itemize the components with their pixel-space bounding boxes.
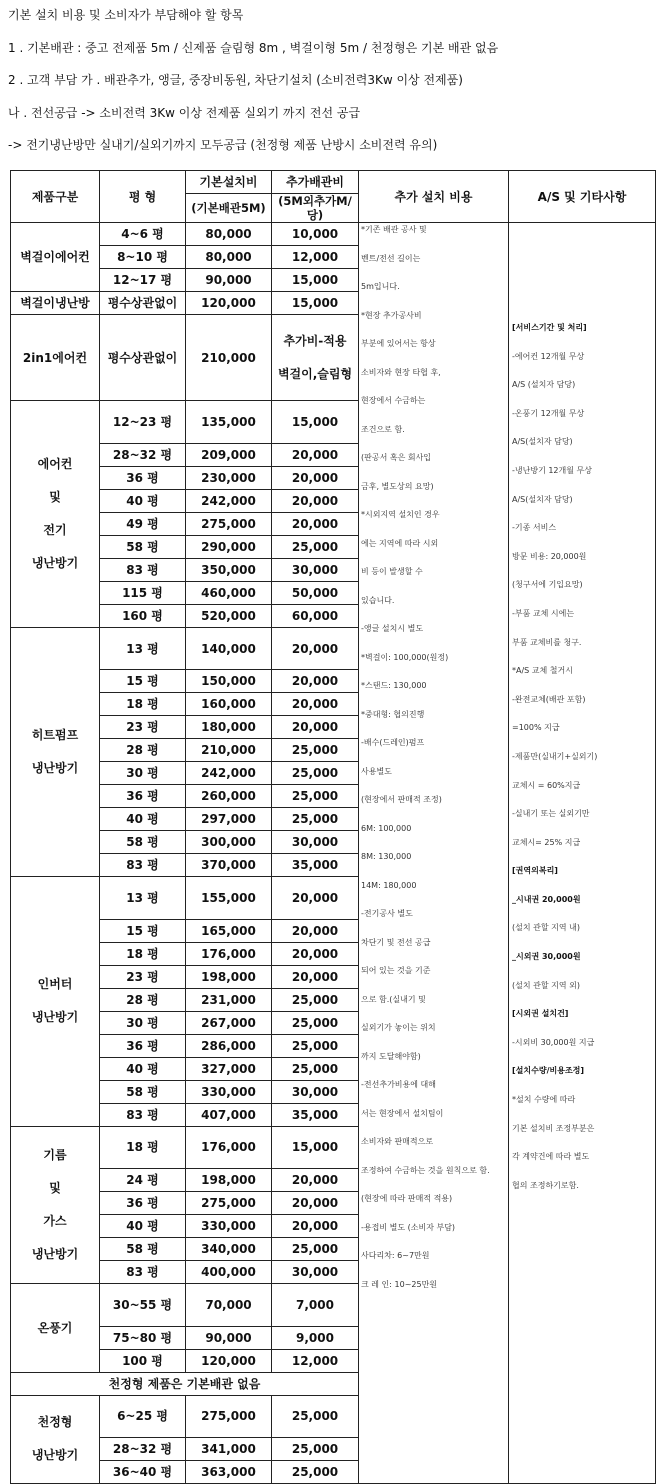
add-cost-note-line: -전선추가비용에 대해 <box>361 1080 436 1089</box>
category-cell <box>11 627 100 876</box>
base-cost-cell: 210,000 <box>186 739 272 762</box>
size-cell: 28~32 평 <box>100 443 186 466</box>
as-note-line: [서비스기간 및 처리] <box>512 323 587 332</box>
size-cell: 83 평 <box>100 1261 186 1284</box>
extra-pipe-cell: 15,000 <box>272 292 359 315</box>
base-cost-cell: 120,000 <box>186 292 272 315</box>
base-cost-cell: 135,000 <box>186 401 272 443</box>
header-extra-pipe: 추가배관비 <box>272 171 359 194</box>
as-note-line: A/S (설치자 담당) <box>512 380 576 390</box>
base-cost-cell: 160,000 <box>186 693 272 716</box>
size-cell: 75~80 평 <box>100 1326 186 1349</box>
add-cost-note-line: 차단기 및 전선 공급 <box>361 937 431 947</box>
intro-line-4: -> 전기냉난방만 실내기/실외기까지 모두공급 (천정형 제품 난방시 소비전력 유의) <box>8 138 438 152</box>
category-name-line: 히트펌프 <box>31 728 79 743</box>
extra-pipe-cell: 20,000 <box>272 670 359 693</box>
base-cost-cell: 140,000 <box>186 627 272 669</box>
base-cost-cell: 80,000 <box>186 223 272 246</box>
base-cost-cell: 297,000 <box>186 808 272 831</box>
add-cost-note-line: 8M: 130,000 <box>361 852 412 861</box>
base-cost-cell: 330,000 <box>186 1215 272 1238</box>
size-cell: 160 평 <box>100 604 186 627</box>
extra-pipe-cell: 20,000 <box>272 693 359 716</box>
as-note-line: _시내권 20,000원 <box>512 894 581 904</box>
add-cost-note-line: 사용별도 <box>361 766 392 776</box>
add-cost-note-line: 현장에서 수금하는 <box>361 396 426 405</box>
header-base-cost: 기본설치비 <box>186 171 272 194</box>
size-cell: 40 평 <box>100 1215 186 1238</box>
category-name-line: 냉난방기 <box>31 761 79 776</box>
add-cost-note-line: *중대형: 협의진행 <box>361 709 425 719</box>
base-cost-cell: 341,000 <box>186 1438 272 1461</box>
header-category: 제품구분 <box>11 171 100 223</box>
category-name-line: 냉난방기 <box>31 1246 79 1261</box>
add-cost-note-line: 크 레 인: 10~25만원 <box>361 1279 438 1289</box>
add-cost-note-line: 있습니다. <box>361 595 395 605</box>
base-cost-cell: 363,000 <box>186 1461 272 1484</box>
as-note-line: (설치 관할 지역 외) <box>512 980 580 990</box>
size-cell: 49 평 <box>100 512 186 535</box>
size-cell: 36 평 <box>100 1034 186 1057</box>
base-cost-cell: 330,000 <box>186 1080 272 1103</box>
base-cost-cell: 327,000 <box>186 1057 272 1080</box>
base-cost-cell: 80,000 <box>186 246 272 269</box>
category-cell <box>11 1126 100 1283</box>
size-cell: 58 평 <box>100 1080 186 1103</box>
add-cost-notes <box>359 223 509 1484</box>
size-cell: 83 평 <box>100 1103 186 1126</box>
size-cell: 115 평 <box>100 581 186 604</box>
size-cell: 83 평 <box>100 854 186 877</box>
as-note-line: 부품 교체비를 청구. <box>512 637 582 647</box>
as-note-line: 각 계약건에 따라 별도 <box>512 1152 590 1162</box>
add-cost-note-line: 5m입니다. <box>361 282 400 291</box>
extra-pipe-cell: 30,000 <box>272 1261 359 1284</box>
size-cell: 15 평 <box>100 670 186 693</box>
add-cost-note-line: 소비자와 현장 타협 후, <box>361 367 441 377</box>
size-cell: 40 평 <box>100 489 186 512</box>
extra-pipe-cell: 30,000 <box>272 831 359 854</box>
base-cost-cell: 290,000 <box>186 535 272 558</box>
as-note-line: -냉난방기 12개월 무상 <box>512 465 592 475</box>
add-cost-note-line: 조정하여 수금하는 것을 원칙으로 함. <box>361 1165 490 1175</box>
add-cost-note-line: 벤트/전선 길이는 <box>361 253 421 263</box>
intro-line-3: 나 . 전선공급 -> 소비전력 3Kw 이상 전제품 실외기 까지 전선 공급 <box>8 106 361 120</box>
base-cost-cell: 300,000 <box>186 831 272 854</box>
category-name-line: 에어컨 <box>37 457 73 472</box>
base-cost-cell: 231,000 <box>186 988 272 1011</box>
add-cost-note-line: 소비자와 판매적으로 <box>361 1137 434 1146</box>
base-cost-cell: 340,000 <box>186 1238 272 1261</box>
as-note-line: A/S(설치자 담당) <box>512 437 573 447</box>
extra-pipe-cell: 25,000 <box>272 988 359 1011</box>
size-cell: 23 평 <box>100 716 186 739</box>
as-note-line: _시외권 30,000원 <box>512 952 581 962</box>
as-note-line: (설치 관할 지역 내) <box>512 923 580 933</box>
extra-pipe-line: 벽걸이,슬림형 <box>277 366 353 381</box>
as-note-line: *A/S 교체 철거시 <box>512 666 573 676</box>
add-cost-note-line: *시외지역 설치인 경우 <box>361 510 440 519</box>
size-cell: 6~25 평 <box>100 1395 186 1437</box>
add-cost-note-line: (판공서 혹은 회사입 <box>361 453 432 462</box>
size-cell: 58 평 <box>100 535 186 558</box>
category-name-line: 냉난방기 <box>31 556 79 571</box>
extra-pipe-cell: 35,000 <box>272 1103 359 1126</box>
base-cost-cell: 230,000 <box>186 466 272 489</box>
category-cell: 2in1에어컨 <box>11 315 100 401</box>
extra-pipe-cell: 20,000 <box>272 919 359 942</box>
base-cost-cell: 150,000 <box>186 670 272 693</box>
add-cost-note-line: 14M: 180,000 <box>361 880 417 890</box>
as-note-line: -제품만(실내기+실외기) <box>512 751 598 761</box>
base-cost-cell: 275,000 <box>186 1192 272 1215</box>
extra-pipe-cell: 25,000 <box>272 762 359 785</box>
base-cost-cell: 370,000 <box>186 854 272 877</box>
header-as: A/S 및 기타사항 <box>509 171 656 223</box>
size-cell: 36~40 평 <box>100 1461 186 1484</box>
as-note-line: (청구서에 기입요망) <box>512 580 583 590</box>
add-cost-note-line: 비 등이 발생할 수 <box>361 567 423 576</box>
extra-pipe-cell: 20,000 <box>272 1169 359 1192</box>
add-cost-note-line: 조건으로 함. <box>361 424 405 434</box>
extra-pipe-cell: 25,000 <box>272 1011 359 1034</box>
base-cost-cell: 176,000 <box>186 942 272 965</box>
category-cell: 온풍기 <box>11 1284 100 1372</box>
category-name-line: 및 <box>49 1180 61 1195</box>
as-note-line: [설치수량/비용조정] <box>512 1066 585 1076</box>
as-note-line: -실내기 또는 실외기만 <box>512 809 590 819</box>
base-cost-cell: 120,000 <box>186 1349 272 1372</box>
add-cost-note-line: 까지 도달해야함) <box>361 1051 421 1061</box>
size-cell: 12~23 평 <box>100 401 186 443</box>
add-cost-note-line: *스탠드: 130,000 <box>361 681 427 690</box>
base-cost-cell: 286,000 <box>186 1034 272 1057</box>
as-note-line: -완전교체(배관 포함) <box>512 694 586 704</box>
extra-pipe-cell: 15,000 <box>272 269 359 292</box>
base-cost-cell: 198,000 <box>186 1169 272 1192</box>
extra-pipe-cell: 30,000 <box>272 1080 359 1103</box>
extra-pipe-cell: 35,000 <box>272 854 359 877</box>
size-cell: 30 평 <box>100 762 186 785</box>
base-cost-cell: 267,000 <box>186 1011 272 1034</box>
as-note-line: -기종 서비스 <box>512 523 557 533</box>
base-cost-cell: 90,000 <box>186 1326 272 1349</box>
extra-pipe-cell: 20,000 <box>272 627 359 669</box>
size-cell: 4~6 평 <box>100 223 186 246</box>
ceiling-note: 천정형 제품은 기본배관 없음 <box>11 1372 359 1395</box>
extra-pipe-cell: 30,000 <box>272 558 359 581</box>
size-cell: 40 평 <box>100 1057 186 1080</box>
extra-pipe-cell: 25,000 <box>272 1395 359 1437</box>
extra-pipe-cell: 60,000 <box>272 604 359 627</box>
size-cell: 83 평 <box>100 558 186 581</box>
size-cell: 23 평 <box>100 965 186 988</box>
as-note-line: 교체시= 25% 지급 <box>512 837 581 847</box>
extra-pipe-cell: 25,000 <box>272 785 359 808</box>
as-note-line: 교체시 = 60%지급 <box>512 780 581 790</box>
base-cost-cell: 209,000 <box>186 443 272 466</box>
size-cell: 평수상관없이 <box>100 315 186 401</box>
base-cost-cell: 350,000 <box>186 558 272 581</box>
extra-pipe-cell: 25,000 <box>272 808 359 831</box>
size-cell: 18 평 <box>100 1126 186 1168</box>
size-cell: 28 평 <box>100 988 186 1011</box>
category-cell <box>11 401 100 627</box>
category-name-line: 기름 <box>43 1147 67 1162</box>
category-name-line: 전기 <box>43 523 67 538</box>
base-cost-cell: 70,000 <box>186 1284 272 1326</box>
as-note-line: 방문 비용: 20,000원 <box>512 551 587 561</box>
extra-pipe-cell: 9,000 <box>272 1326 359 1349</box>
intro-line-2: 2 . 고객 부담 가 . 배관추가, 앵글, 중장비동원, 차단기설치 (소비전력3Kw 이상 전제품) <box>8 73 463 87</box>
extra-pipe-cell: 20,000 <box>272 877 359 919</box>
base-cost-cell: 460,000 <box>186 581 272 604</box>
header-add-cost: 추가 설치 비용 <box>359 171 509 223</box>
size-cell: 58 평 <box>100 1238 186 1261</box>
size-cell: 100 평 <box>100 1349 186 1372</box>
category-cell: 벽걸이냉난방 <box>11 292 100 315</box>
add-cost-note-line: 실외기가 놓이는 위치 <box>361 1023 436 1032</box>
size-cell: 58 평 <box>100 831 186 854</box>
category-cell <box>11 877 100 1126</box>
category-name-line: 냉난방기 <box>31 1010 79 1025</box>
add-cost-note-line: 사다리차: 6~7만원 <box>361 1251 430 1260</box>
add-cost-note-line: 서는 현장에서 설치팀이 <box>361 1108 444 1118</box>
base-cost-cell: 210,000 <box>186 315 272 401</box>
category-name-line: 냉난방기 <box>31 1448 79 1463</box>
base-cost-cell: 400,000 <box>186 1261 272 1284</box>
add-cost-note-line: *기존 배관 공사 및 <box>361 225 427 234</box>
header-extra-pipe-sub: (5M외추가M/당) <box>272 194 359 223</box>
base-cost-cell: 242,000 <box>186 762 272 785</box>
base-cost-cell: 275,000 <box>186 1395 272 1437</box>
size-cell: 28~32 평 <box>100 1438 186 1461</box>
size-cell: 28 평 <box>100 739 186 762</box>
base-cost-cell: 90,000 <box>186 269 272 292</box>
size-cell: 15 평 <box>100 919 186 942</box>
size-cell: 13 평 <box>100 877 186 919</box>
category-cell: 벽걸이에어컨 <box>11 223 100 292</box>
install-cost-table <box>10 170 656 1484</box>
extra-pipe-cell: 25,000 <box>272 1034 359 1057</box>
size-cell: 36 평 <box>100 466 186 489</box>
as-note-line: -에어컨 12개월 무상 <box>512 351 585 361</box>
base-cost-cell: 198,000 <box>186 965 272 988</box>
as-note-line: =100% 지급 <box>512 723 560 733</box>
extra-pipe-cell: 20,000 <box>272 466 359 489</box>
extra-pipe-cell: 20,000 <box>272 716 359 739</box>
extra-pipe-cell: 12,000 <box>272 246 359 269</box>
base-cost-cell: 275,000 <box>186 512 272 535</box>
category-name-line: 인버터 <box>37 977 73 992</box>
extra-pipe-cell: 20,000 <box>272 489 359 512</box>
size-cell: 8~10 평 <box>100 246 186 269</box>
category-cell <box>11 1395 100 1483</box>
extra-pipe-cell: 20,000 <box>272 965 359 988</box>
as-note-line: 협의 조정하기로함. <box>512 1180 579 1190</box>
add-cost-note-line: 6M: 100,000 <box>361 823 412 833</box>
extra-pipe-cell: 10,000 <box>272 223 359 246</box>
extra-pipe-cell: 20,000 <box>272 512 359 535</box>
add-cost-note-line: -전기공사 별도 <box>361 909 413 918</box>
as-note-line: -온풍기 12개월 무상 <box>512 408 585 418</box>
extra-pipe-cell: 25,000 <box>272 1438 359 1461</box>
base-cost-cell: 180,000 <box>186 716 272 739</box>
add-cost-note-line: *벽걸이: 100,000(원정) <box>361 652 449 662</box>
extra-pipe-cell: 50,000 <box>272 581 359 604</box>
as-notes <box>509 223 656 1484</box>
add-cost-note-line: 부분에 있어서는 항상 <box>361 339 436 348</box>
intro-line-1: 1 . 기본배관 : 중고 전제품 5m / 신제품 슬림형 8m , 벽걸이형 5m / 천정형은 기본 배관 없음 <box>8 41 499 55</box>
extra-pipe-cell: 20,000 <box>272 942 359 965</box>
size-cell: 40 평 <box>100 808 186 831</box>
add-cost-note-line: (현장에 따라 판매적 적용) <box>361 1194 453 1203</box>
base-cost-cell: 407,000 <box>186 1103 272 1126</box>
add-cost-note-line: 에는 지역에 따라 시외 <box>361 538 439 548</box>
as-note-line: A/S(설치자 담당) <box>512 494 573 504</box>
base-cost-cell: 165,000 <box>186 919 272 942</box>
extra-pipe-cell: 20,000 <box>272 1215 359 1238</box>
extra-pipe-cell: 7,000 <box>272 1284 359 1326</box>
size-cell: 36 평 <box>100 1192 186 1215</box>
extra-pipe-cell: 25,000 <box>272 535 359 558</box>
extra-pipe-cell: 20,000 <box>272 1192 359 1215</box>
extra-pipe-cell: 20,000 <box>272 443 359 466</box>
category-name-line: 가스 <box>43 1213 67 1228</box>
add-cost-note-line: -용접비 별도 (소비자 부담) <box>361 1222 456 1232</box>
as-note-line: [시외권 설치건] <box>512 1009 569 1019</box>
base-cost-cell: 520,000 <box>186 604 272 627</box>
as-note-line: -시외비 30,000원 지급 <box>512 1037 595 1047</box>
extra-pipe-cell: 25,000 <box>272 1461 359 1484</box>
add-cost-note-line: 으로 함.(실내기 및 <box>361 994 426 1004</box>
size-cell: 36 평 <box>100 785 186 808</box>
size-cell: 12~17 평 <box>100 269 186 292</box>
as-note-line: -부품 교체 시에는 <box>512 608 575 618</box>
extra-pipe-line: 추가비-적용 <box>283 333 347 348</box>
as-note-line: *설치 수량에 따라 <box>512 1095 576 1105</box>
extra-pipe-cell: 15,000 <box>272 1126 359 1168</box>
extra-pipe-cell: 25,000 <box>272 1238 359 1261</box>
add-cost-note-line: *현장 추가공사비 <box>361 310 422 320</box>
base-cost-cell: 155,000 <box>186 877 272 919</box>
doc-title: 기본 설치 비용 및 소비자가 부담해야 할 항목 <box>8 8 244 22</box>
add-cost-note-line: -앵글 설치시 별도 <box>361 624 424 633</box>
base-cost-cell: 260,000 <box>186 785 272 808</box>
size-cell: 18 평 <box>100 942 186 965</box>
add-cost-note-line: 금후, 별도상의 요망) <box>361 481 434 491</box>
as-note-line: [권역의복리] <box>512 866 558 876</box>
extra-pipe-cell: 25,000 <box>272 1057 359 1080</box>
size-cell: 24 평 <box>100 1169 186 1192</box>
add-cost-note-line: (현장에서 판매적 조정) <box>361 795 442 804</box>
size-cell: 평수상관없이 <box>100 292 186 315</box>
header-base-cost-sub: (기본배관5M) <box>186 194 272 223</box>
size-cell: 30 평 <box>100 1011 186 1034</box>
size-cell: 18 평 <box>100 693 186 716</box>
base-cost-cell: 242,000 <box>186 489 272 512</box>
extra-pipe-cell: 25,000 <box>272 739 359 762</box>
category-name-line: 및 <box>49 490 61 505</box>
category-name-line: 천정형 <box>37 1415 73 1430</box>
header-size: 평 형 <box>100 171 186 223</box>
extra-pipe-cell: 12,000 <box>272 1349 359 1372</box>
as-note-line: 기본 설치비 조정부분은 <box>512 1123 595 1133</box>
size-cell: 30~55 평 <box>100 1284 186 1326</box>
size-cell: 13 평 <box>100 627 186 669</box>
add-cost-note-line: 되어 있는 것을 기준 <box>361 966 431 975</box>
extra-pipe-cell <box>272 315 359 401</box>
table-row <box>11 223 656 246</box>
base-cost-cell: 176,000 <box>186 1126 272 1168</box>
add-cost-note-line: -배수(드레인)펌프 <box>361 738 425 747</box>
extra-pipe-cell: 15,000 <box>272 401 359 443</box>
